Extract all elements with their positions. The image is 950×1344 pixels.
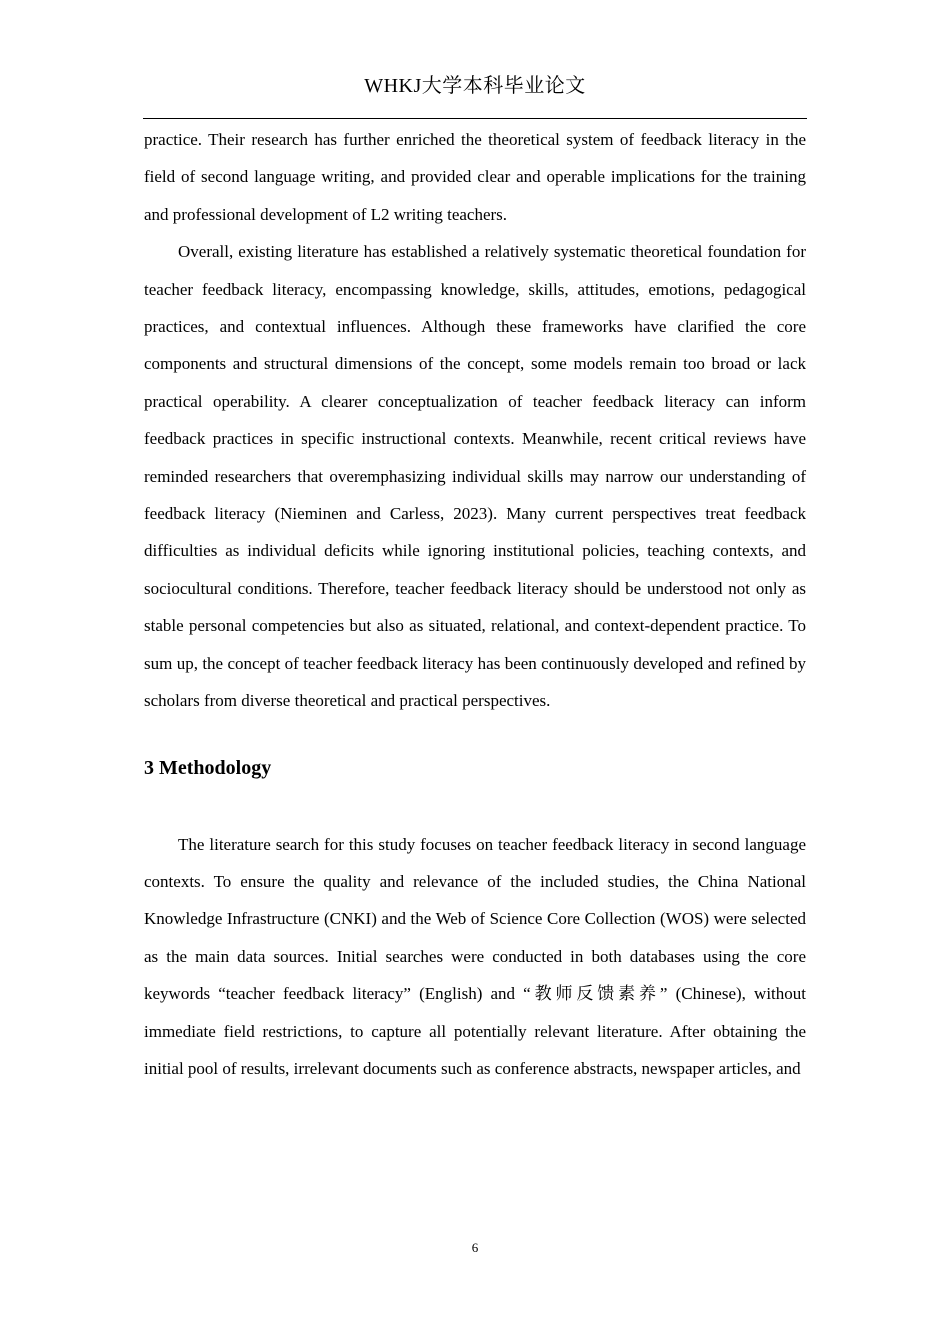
paragraph-methodology: The literature search for this study focuses on teacher feedback literacy in second language contexts. To ensure the quality and relevance of the included studies, the China National Knowledge Infrastructure (CNKI) and the Web of Science Core Collection (WOS) were selected as the main data sources. Initial searches were conducted in both databases using the core keywords “teacher feedback literacy” (English) and “教师反馈素养” (Chinese), without immediate field restrictions, to capture all potentially relevant literature. After obtaining the initial pool of results, irrelevant documents such as conference abstracts, newspaper articles, and	[144, 834, 806, 1078]
section-heading-methodology: 3 Methodology	[144, 756, 272, 779]
paragraph-overall: Overall, existing literature has established a relatively systematic theoretical foundation for teacher feedback literacy, encompassing knowledge, skills, attitudes, emotions, pedagogical practices, and contextual influences. Although these frameworks have clarified the core components and structural dimensions of the concept, some models remain too broad or lack practical operability. A clearer conceptualization of teacher feedback literacy can inform feedback practices in specific instructional contexts. Meanwhile, recent critical reviews have reminded researchers that overemphasizing individual skills may narrow our understanding of feedback literacy (Nieminen and Carless, 2023). Many current perspectives treat feedback difficulties as individual deficits while ignoring institutional policies, teaching contexts, and sociocultural conditions. Therefore, teacher feedback literacy should be understood not only as stable personal competencies but also as situated, relational, and context-dependent practice. To sum up, the concept of teacher feedback literacy has been continuously developed and refined by scholars from diverse theoretical and practical perspectives.	[144, 242, 806, 711]
page-number: 6	[471, 1240, 479, 1255]
header-divider	[143, 118, 807, 119]
page-body	[144, 121, 806, 1087]
running-header-title: WHKJ大学本科毕业论文	[364, 75, 586, 97]
paragraph-continuation: practice. Their research has further enriched the theoretical system of feedback literacy in the field of second language writing, and provided clear and operable implications for the training and professional development of L2 writing teachers.	[144, 130, 806, 224]
